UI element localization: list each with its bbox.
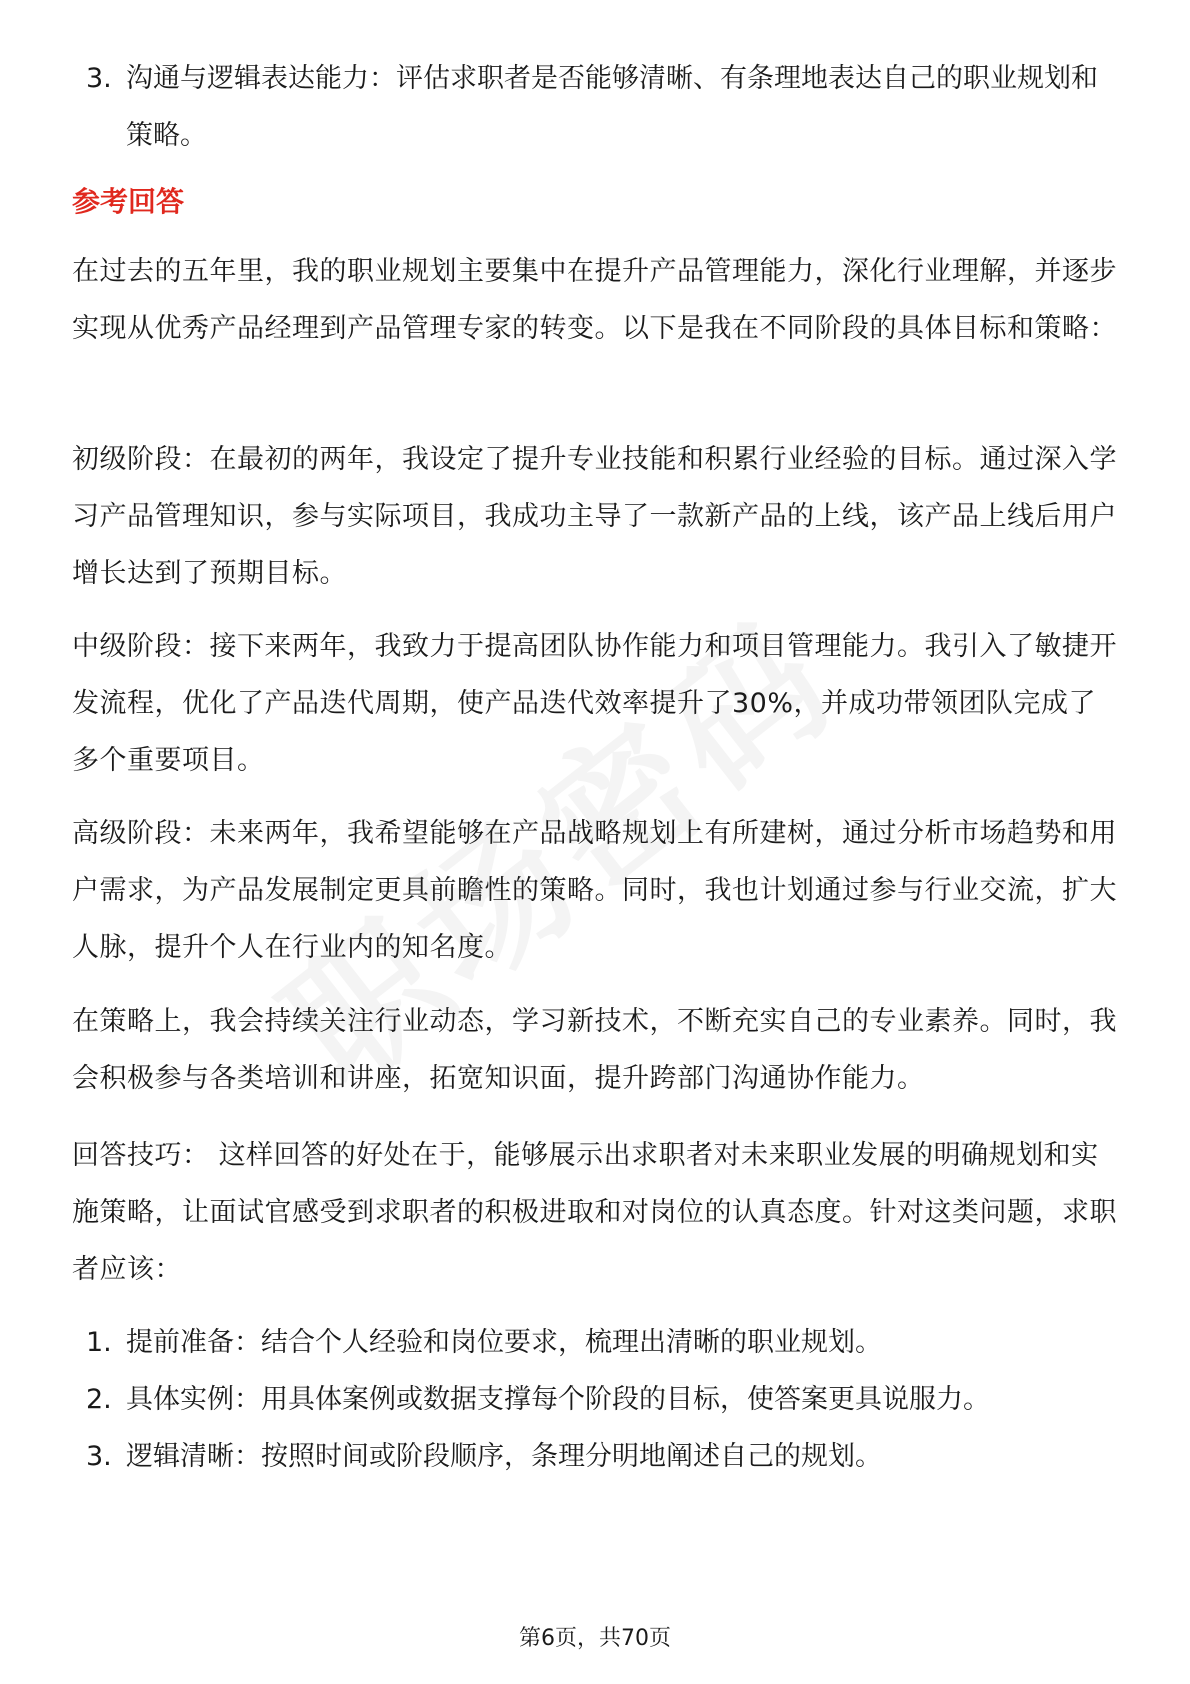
list-item <box>72 1371 1120 1428</box>
list-text: 逻辑清晰：按照时间或阶段顺序，条理分明地阐述自己的规划。 <box>126 1441 882 1472</box>
list-number: 2. <box>86 1384 112 1415</box>
list-text: 沟通与逻辑表达能力：评估求职者是否能够清晰、有条理地表达自己的职业规划和策略。 <box>126 63 1098 151</box>
paragraph-senior-stage: 高级阶段：未来两年，我希望能够在产品战略规划上有所建树，通过分析市场趋势和用户需求，为产品发展制定更具前瞻性的策略。同时，我也计划通过参与行业交流，扩大人脉，提升个人在行业内的知名度。 <box>72 818 1117 963</box>
paragraph-junior-stage: 初级阶段：在最初的两年，我设定了提升专业技能和积累行业经验的目标。通过深入学习产品管理知识，参与实际项目，我成功主导了一款新产品的上线，该产品上线后用户增长达到了预期目标。 <box>72 444 1117 589</box>
list-text: 具体实例：用具体案例或数据支撑每个阶段的目标，使答案更具说服力。 <box>126 1384 990 1415</box>
paragraph-intro: 在过去的五年里，我的职业规划主要集中在提升产品管理能力，深化行业理解，并逐步实现从优秀产品经理到产品管理专家的转变。以下是我在不同阶段的具体目标和策略： <box>72 256 1117 344</box>
list-item <box>72 1314 1120 1371</box>
evaluation-list <box>72 50 1120 164</box>
list-number: 1. <box>86 1327 112 1358</box>
list-item <box>72 1428 1120 1485</box>
reference-answer-heading: 参考回答 <box>72 185 185 218</box>
list-text: 提前准备：结合个人经验和岗位要求，梳理出清晰的职业规划。 <box>126 1327 882 1358</box>
list-number: 3. <box>86 63 112 94</box>
paragraph-answer-tips: 回答技巧： 这样回答的好处在于，能够展示出求职者对未来职业发展的明确规划和实施策略，让面试官感受到求职者的积极进取和对岗位的认真态度。针对这类问题，求职者应该： <box>72 1140 1117 1285</box>
paragraph-strategy: 在策略上，我会持续关注行业动态，学习新技术，不断充实自己的专业素养。同时，我会积极参与各类培训和讲座，拓宽知识面，提升跨部门沟通协作能力。 <box>72 1006 1117 1094</box>
tips-list <box>72 1314 1120 1485</box>
paragraph-middle-stage: 中级阶段：接下来两年，我致力于提高团队协作能力和项目管理能力。我引入了敏捷开发流程，优化了产品迭代周期，使产品迭代效率提升了30%，并成功带领团队完成了多个重要项目。 <box>72 631 1117 776</box>
page-footer: 第6页，共70页 <box>519 1626 671 1651</box>
list-number: 3. <box>86 1441 112 1472</box>
list-item <box>72 50 1120 164</box>
